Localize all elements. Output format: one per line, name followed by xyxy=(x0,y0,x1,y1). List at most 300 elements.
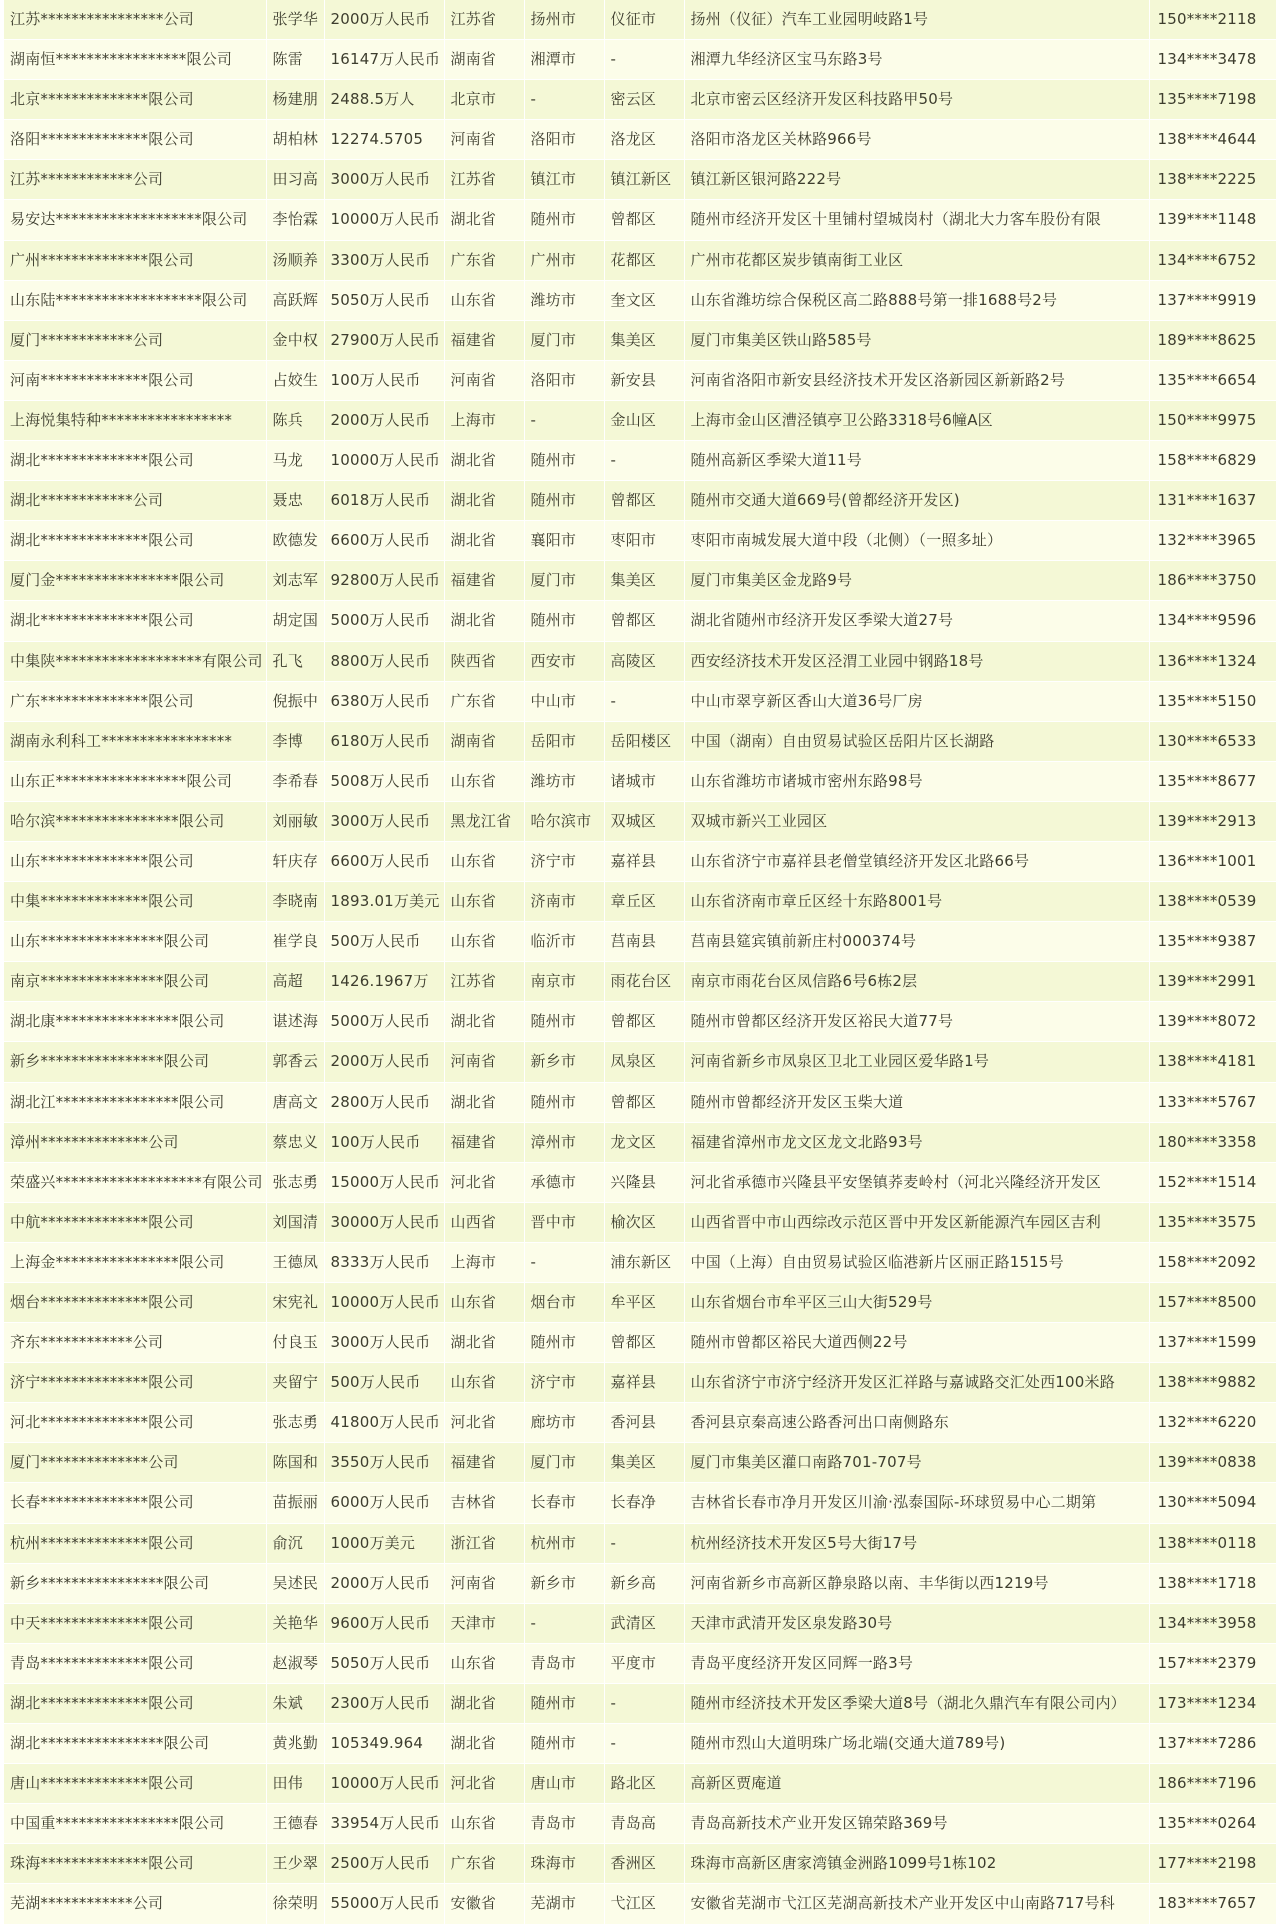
phone-cell: 135****9387 xyxy=(1149,922,1276,962)
address-cell: 吉林省长春市净月开发区川渝·泓泰国际-环球贸易中心二期第 xyxy=(684,1483,1149,1523)
district-cell: 雨花台区 xyxy=(604,962,684,1002)
registered-capital-cell: 5000万人民币 xyxy=(324,601,444,641)
address-cell: 双城市新兴工业园区 xyxy=(684,801,1149,841)
province-cell: 湖北省 xyxy=(444,601,524,641)
registered-capital-cell: 92800万人民币 xyxy=(324,561,444,601)
company-name-cell: 荣盛兴*******************有限公司 xyxy=(4,1162,266,1202)
legal-rep-cell: 赵淑琴 xyxy=(266,1643,324,1683)
district-cell: 弋江区 xyxy=(604,1884,684,1924)
table-row[interactable] xyxy=(4,1283,1276,1323)
district-cell: 曾都区 xyxy=(604,601,684,641)
registered-capital-cell: 2000万人民币 xyxy=(324,0,444,40)
province-cell: 河北省 xyxy=(444,1403,524,1443)
address-cell: 山东省济南市章丘区经十东路8001号 xyxy=(684,882,1149,922)
table-row[interactable] xyxy=(4,1122,1276,1162)
city-cell: - xyxy=(524,1603,604,1643)
district-cell: - xyxy=(604,40,684,80)
legal-rep-cell: 田习高 xyxy=(266,160,324,200)
district-cell: 双城区 xyxy=(604,801,684,841)
table-row[interactable] xyxy=(4,801,1276,841)
address-cell: 厦门市集美区灌口南路701-707号 xyxy=(684,1443,1149,1483)
province-cell: 山东省 xyxy=(444,1643,524,1683)
registered-capital-cell: 6600万人民币 xyxy=(324,521,444,561)
district-cell: 武清区 xyxy=(604,1603,684,1643)
address-cell: 洛阳市洛龙区关林路966号 xyxy=(684,120,1149,160)
registered-capital-cell: 6600万人民币 xyxy=(324,841,444,881)
province-cell: 福建省 xyxy=(444,1443,524,1483)
table-row[interactable] xyxy=(4,561,1276,601)
district-cell: 曾都区 xyxy=(604,481,684,521)
address-cell: 青岛高新技术产业开发区锦荣路369号 xyxy=(684,1804,1149,1844)
registered-capital-cell: 15000万人民币 xyxy=(324,1162,444,1202)
legal-rep-cell: 俞沉 xyxy=(266,1523,324,1563)
address-cell: 山东省潍坊市诸城市密州东路98号 xyxy=(684,761,1149,801)
table-row[interactable] xyxy=(4,280,1276,320)
province-cell: 福建省 xyxy=(444,1122,524,1162)
table-row[interactable] xyxy=(4,922,1276,962)
legal-rep-cell: 杨建朋 xyxy=(266,80,324,120)
province-cell: 湖南省 xyxy=(444,721,524,761)
address-cell: 珠海市高新区唐家湾镇金洲路1099号1栋102 xyxy=(684,1844,1149,1884)
province-cell: 湖北省 xyxy=(444,200,524,240)
province-cell: 上海市 xyxy=(444,1242,524,1282)
table-row[interactable] xyxy=(4,120,1276,160)
address-cell: 天津市武清开发区泉发路30号 xyxy=(684,1603,1149,1643)
registered-capital-cell: 5050万人民币 xyxy=(324,280,444,320)
city-cell: 随州市 xyxy=(524,441,604,481)
table-row[interactable] xyxy=(4,200,1276,240)
address-cell: 随州市经济技术开发区季梁大道8号（湖北久鼎汽车有限公司内） xyxy=(684,1683,1149,1723)
address-cell: 河南省新乡市凤泉区卫北工业园区爱华路1号 xyxy=(684,1042,1149,1082)
table-row[interactable] xyxy=(4,882,1276,922)
table-row[interactable] xyxy=(4,1683,1276,1723)
province-cell: 广东省 xyxy=(444,681,524,721)
table-row[interactable] xyxy=(4,1042,1276,1082)
table-row[interactable] xyxy=(4,40,1276,80)
registered-capital-cell: 30000万人民币 xyxy=(324,1202,444,1242)
table-row[interactable] xyxy=(4,1483,1276,1523)
legal-rep-cell: 轩庆存 xyxy=(266,841,324,881)
table-row[interactable] xyxy=(4,400,1276,440)
city-cell: 南京市 xyxy=(524,962,604,1002)
address-cell: 香河县京秦高速公路香河出口南侧路东 xyxy=(684,1403,1149,1443)
table-row[interactable] xyxy=(4,1523,1276,1563)
address-cell: 广州市花都区炭步镇南街工业区 xyxy=(684,240,1149,280)
table-row[interactable] xyxy=(4,721,1276,761)
registered-capital-cell: 3000万人民币 xyxy=(324,801,444,841)
province-cell: 天津市 xyxy=(444,1603,524,1643)
district-cell: 莒南县 xyxy=(604,922,684,962)
address-cell: 河南省洛阳市新安县经济技术开发区洛新园区新新路2号 xyxy=(684,360,1149,400)
city-cell: 青岛市 xyxy=(524,1804,604,1844)
table-row[interactable] xyxy=(4,441,1276,481)
table-row[interactable] xyxy=(4,80,1276,120)
city-cell: 岳阳市 xyxy=(524,721,604,761)
legal-rep-cell: 倪振中 xyxy=(266,681,324,721)
legal-rep-cell: 付良玉 xyxy=(266,1323,324,1363)
district-cell: 兴隆县 xyxy=(604,1162,684,1202)
table-row[interactable] xyxy=(4,521,1276,561)
phone-cell: 139****1148 xyxy=(1149,200,1276,240)
legal-rep-cell: 张志勇 xyxy=(266,1162,324,1202)
legal-rep-cell: 徐荣明 xyxy=(266,1884,324,1924)
province-cell: 山东省 xyxy=(444,841,524,881)
table-row[interactable] xyxy=(4,1724,1276,1764)
phone-cell: 135****5150 xyxy=(1149,681,1276,721)
district-cell: 奎文区 xyxy=(604,280,684,320)
address-cell: 随州市曾都区经济开发区裕民大道77号 xyxy=(684,1002,1149,1042)
table-row[interactable] xyxy=(4,0,1276,40)
registered-capital-cell: 500万人民币 xyxy=(324,1363,444,1403)
phone-cell: 135****6654 xyxy=(1149,360,1276,400)
phone-cell: 132****3965 xyxy=(1149,521,1276,561)
registered-capital-cell: 6000万人民币 xyxy=(324,1483,444,1523)
district-cell: 新安县 xyxy=(604,360,684,400)
province-cell: 江苏省 xyxy=(444,0,524,40)
address-cell: 青岛平度经济开发区同辉一路3号 xyxy=(684,1643,1149,1683)
phone-cell: 131****1637 xyxy=(1149,481,1276,521)
province-cell: 浙江省 xyxy=(444,1523,524,1563)
registered-capital-cell: 10000万人民币 xyxy=(324,200,444,240)
table-row[interactable] xyxy=(4,1563,1276,1603)
province-cell: 河南省 xyxy=(444,1563,524,1603)
province-cell: 安徽省 xyxy=(444,1884,524,1924)
phone-cell: 134****3478 xyxy=(1149,40,1276,80)
legal-rep-cell: 刘丽敏 xyxy=(266,801,324,841)
company-name-cell: 山东**************限公司 xyxy=(4,841,266,881)
province-cell: 广东省 xyxy=(444,240,524,280)
city-cell: 新乡市 xyxy=(524,1042,604,1082)
address-cell: 中山市翠亨新区香山大道36号厂房 xyxy=(684,681,1149,721)
phone-cell: 150****9975 xyxy=(1149,400,1276,440)
table-row[interactable] xyxy=(4,681,1276,721)
district-cell: 嘉祥县 xyxy=(604,1363,684,1403)
company-name-cell: 湖北**************限公司 xyxy=(4,1683,266,1723)
address-cell: 随州市烈山大道明珠广场北端(交通大道789号) xyxy=(684,1724,1149,1764)
table-row[interactable] xyxy=(4,1603,1276,1643)
phone-cell: 183****7657 xyxy=(1149,1884,1276,1924)
registered-capital-cell: 105349.964 xyxy=(324,1724,444,1764)
phone-cell: 130****6533 xyxy=(1149,721,1276,761)
table-row[interactable] xyxy=(4,1804,1276,1844)
address-cell: 上海市金山区漕泾镇亭卫公路3318号6幢A区 xyxy=(684,400,1149,440)
company-name-cell: 山东正*****************限公司 xyxy=(4,761,266,801)
province-cell: 湖北省 xyxy=(444,441,524,481)
company-name-cell: 齐东************公司 xyxy=(4,1323,266,1363)
city-cell: 随州市 xyxy=(524,1683,604,1723)
registered-capital-cell: 3000万人民币 xyxy=(324,160,444,200)
registered-capital-cell: 8333万人民币 xyxy=(324,1242,444,1282)
company-name-cell: 新乡****************限公司 xyxy=(4,1042,266,1082)
address-cell: 随州市经济开发区十里铺村望城岗村（湖北大力客车股份有限 xyxy=(684,200,1149,240)
company-name-cell: 青岛**************限公司 xyxy=(4,1643,266,1683)
legal-rep-cell: 朱斌 xyxy=(266,1683,324,1723)
company-name-cell: 中集陕*******************有限公司 xyxy=(4,641,266,681)
phone-cell: 137****9919 xyxy=(1149,280,1276,320)
table-row[interactable] xyxy=(4,1082,1276,1122)
phone-cell: 134****3958 xyxy=(1149,1603,1276,1643)
company-name-cell: 杭州**************限公司 xyxy=(4,1523,266,1563)
registered-capital-cell: 27900万人民币 xyxy=(324,320,444,360)
company-name-cell: 厦门************公司 xyxy=(4,320,266,360)
address-cell: 镇江新区银河路222号 xyxy=(684,160,1149,200)
table-row[interactable] xyxy=(4,1242,1276,1282)
province-cell: 山东省 xyxy=(444,922,524,962)
table-row[interactable] xyxy=(4,1643,1276,1683)
province-cell: 吉林省 xyxy=(444,1483,524,1523)
company-name-cell: 珠海**************限公司 xyxy=(4,1844,266,1884)
company-name-cell: 厦门金****************限公司 xyxy=(4,561,266,601)
province-cell: 山东省 xyxy=(444,280,524,320)
company-name-cell: 湖北**************限公司 xyxy=(4,521,266,561)
registered-capital-cell: 1000万美元 xyxy=(324,1523,444,1563)
company-name-cell: 湖北江****************限公司 xyxy=(4,1082,266,1122)
registered-capital-cell: 2500万人民币 xyxy=(324,1844,444,1884)
company-name-cell: 北京**************限公司 xyxy=(4,80,266,120)
company-name-cell: 中航**************限公司 xyxy=(4,1202,266,1242)
district-cell: 香河县 xyxy=(604,1403,684,1443)
city-cell: 中山市 xyxy=(524,681,604,721)
district-cell: 曾都区 xyxy=(604,1082,684,1122)
table-row[interactable] xyxy=(4,360,1276,400)
province-cell: 湖北省 xyxy=(444,1724,524,1764)
registered-capital-cell: 8800万人民币 xyxy=(324,641,444,681)
city-cell: 洛阳市 xyxy=(524,120,604,160)
phone-cell: 138****0118 xyxy=(1149,1523,1276,1563)
district-cell: 集美区 xyxy=(604,561,684,601)
legal-rep-cell: 胡定国 xyxy=(266,601,324,641)
table-row[interactable] xyxy=(4,320,1276,360)
legal-rep-cell: 高超 xyxy=(266,962,324,1002)
district-cell: 花都区 xyxy=(604,240,684,280)
legal-rep-cell: 谌述海 xyxy=(266,1002,324,1042)
province-cell: 河北省 xyxy=(444,1764,524,1804)
phone-cell: 180****3358 xyxy=(1149,1122,1276,1162)
address-cell: 河北省承德市兴隆县平安堡镇荞麦岭村（河北兴隆经济开发区 xyxy=(684,1162,1149,1202)
city-cell: 西安市 xyxy=(524,641,604,681)
phone-cell: 158****6829 xyxy=(1149,441,1276,481)
legal-rep-cell: 郭香云 xyxy=(266,1042,324,1082)
company-name-cell: 唐山**************限公司 xyxy=(4,1764,266,1804)
phone-cell: 152****1514 xyxy=(1149,1162,1276,1202)
company-name-cell: 广东**************限公司 xyxy=(4,681,266,721)
province-cell: 江苏省 xyxy=(444,160,524,200)
district-cell: 密云区 xyxy=(604,80,684,120)
registered-capital-cell: 2488.5万人 xyxy=(324,80,444,120)
table-row[interactable] xyxy=(4,601,1276,641)
legal-rep-cell: 苗振丽 xyxy=(266,1483,324,1523)
district-cell: - xyxy=(604,1683,684,1723)
company-name-cell: 长春**************限公司 xyxy=(4,1483,266,1523)
province-cell: 湖北省 xyxy=(444,1082,524,1122)
phone-cell: 136****1324 xyxy=(1149,641,1276,681)
district-cell: 曾都区 xyxy=(604,1323,684,1363)
legal-rep-cell: 李博 xyxy=(266,721,324,761)
legal-rep-cell: 孔飞 xyxy=(266,641,324,681)
legal-rep-cell: 刘志军 xyxy=(266,561,324,601)
district-cell: - xyxy=(604,1724,684,1764)
table-row[interactable] xyxy=(4,1403,1276,1443)
registered-capital-cell: 33954万人民币 xyxy=(324,1804,444,1844)
province-cell: 河南省 xyxy=(444,120,524,160)
address-cell: 莒南县筵宾镇前新庄村000374号 xyxy=(684,922,1149,962)
district-cell: 长春净 xyxy=(604,1483,684,1523)
city-cell: 洛阳市 xyxy=(524,360,604,400)
legal-rep-cell: 汤顺养 xyxy=(266,240,324,280)
city-cell: 随州市 xyxy=(524,1724,604,1764)
province-cell: 湖北省 xyxy=(444,1002,524,1042)
city-cell: 随州市 xyxy=(524,200,604,240)
phone-cell: 138****4644 xyxy=(1149,120,1276,160)
legal-rep-cell: 欧德发 xyxy=(266,521,324,561)
phone-cell: 173****1234 xyxy=(1149,1683,1276,1723)
registered-capital-cell: 2000万人民币 xyxy=(324,1563,444,1603)
province-cell: 河北省 xyxy=(444,1162,524,1202)
company-name-cell: 湖北****************限公司 xyxy=(4,1724,266,1764)
district-cell: 岳阳楼区 xyxy=(604,721,684,761)
city-cell: 随州市 xyxy=(524,1002,604,1042)
city-cell: 漳州市 xyxy=(524,1122,604,1162)
table-row[interactable] xyxy=(4,1764,1276,1804)
table-row[interactable] xyxy=(4,962,1276,1002)
table-row[interactable] xyxy=(4,1443,1276,1483)
address-cell: 河南省新乡市高新区静泉路以南、丰华街以西1219号 xyxy=(684,1563,1149,1603)
table-row[interactable] xyxy=(4,841,1276,881)
province-cell: 湖北省 xyxy=(444,521,524,561)
address-cell: 枣阳市南城发展大道中段（北侧）（一照多址） xyxy=(684,521,1149,561)
phone-cell: 139****2913 xyxy=(1149,801,1276,841)
phone-cell: 177****2198 xyxy=(1149,1844,1276,1884)
province-cell: 北京市 xyxy=(444,80,524,120)
district-cell: 新乡高 xyxy=(604,1563,684,1603)
company-name-cell: 中国重****************限公司 xyxy=(4,1804,266,1844)
legal-rep-cell: 金中权 xyxy=(266,320,324,360)
district-cell: 仪征市 xyxy=(604,0,684,40)
phone-cell: 134****6752 xyxy=(1149,240,1276,280)
district-cell: 曾都区 xyxy=(604,1002,684,1042)
phone-cell: 139****2991 xyxy=(1149,962,1276,1002)
province-cell: 山西省 xyxy=(444,1202,524,1242)
company-name-cell: 芜湖************公司 xyxy=(4,1884,266,1924)
table-row[interactable] xyxy=(4,761,1276,801)
table-row[interactable] xyxy=(4,1363,1276,1403)
phone-cell: 157****2379 xyxy=(1149,1643,1276,1683)
registered-capital-cell: 5008万人民币 xyxy=(324,761,444,801)
company-name-cell: 漳州**************公司 xyxy=(4,1122,266,1162)
legal-rep-cell: 夹留宁 xyxy=(266,1363,324,1403)
legal-rep-cell: 陈国和 xyxy=(266,1443,324,1483)
province-cell: 河南省 xyxy=(444,1042,524,1082)
address-cell: 杭州经济技术开发区5号大街17号 xyxy=(684,1523,1149,1563)
registered-capital-cell: 2300万人民币 xyxy=(324,1683,444,1723)
city-cell: 济宁市 xyxy=(524,1363,604,1403)
address-cell: 安徽省芜湖市弋江区芜湖高新技术产业开发区中山南路717号科 xyxy=(684,1884,1149,1924)
district-cell: 集美区 xyxy=(604,1443,684,1483)
city-cell: 承德市 xyxy=(524,1162,604,1202)
district-cell: 枣阳市 xyxy=(604,521,684,561)
province-cell: 江苏省 xyxy=(444,962,524,1002)
legal-rep-cell: 关艳华 xyxy=(266,1603,324,1643)
registered-capital-cell: 5000万人民币 xyxy=(324,1002,444,1042)
legal-rep-cell: 陈兵 xyxy=(266,400,324,440)
address-cell: 高新区贾庵道 xyxy=(684,1764,1149,1804)
legal-rep-cell: 刘国清 xyxy=(266,1202,324,1242)
province-cell: 湖南省 xyxy=(444,40,524,80)
table-row[interactable] xyxy=(4,240,1276,280)
registered-capital-cell: 10000万人民币 xyxy=(324,441,444,481)
address-cell: 西安经济技术开发区泾渭工业园中钢路18号 xyxy=(684,641,1149,681)
company-name-cell: 新乡****************限公司 xyxy=(4,1563,266,1603)
table-row[interactable] xyxy=(4,1002,1276,1042)
phone-cell: 132****6220 xyxy=(1149,1403,1276,1443)
registered-capital-cell: 3550万人民币 xyxy=(324,1443,444,1483)
phone-cell: 138****9882 xyxy=(1149,1363,1276,1403)
district-cell: 平度市 xyxy=(604,1643,684,1683)
district-cell: 诸城市 xyxy=(604,761,684,801)
company-name-cell: 河北**************限公司 xyxy=(4,1403,266,1443)
city-cell: 广州市 xyxy=(524,240,604,280)
company-name-cell: 洛阳**************限公司 xyxy=(4,120,266,160)
table-body xyxy=(4,0,1276,1924)
province-cell: 福建省 xyxy=(444,561,524,601)
legal-rep-cell: 王德凤 xyxy=(266,1242,324,1282)
address-cell: 随州市曾都区裕民大道西侧22号 xyxy=(684,1323,1149,1363)
phone-cell: 186****3750 xyxy=(1149,561,1276,601)
table-row[interactable] xyxy=(4,1323,1276,1363)
registered-capital-cell: 100万人民币 xyxy=(324,1122,444,1162)
registered-capital-cell: 2000万人民币 xyxy=(324,1042,444,1082)
address-cell: 随州高新区季梁大道11号 xyxy=(684,441,1149,481)
district-cell: 高陵区 xyxy=(604,641,684,681)
legal-rep-cell: 王德春 xyxy=(266,1804,324,1844)
city-cell: 济南市 xyxy=(524,882,604,922)
table-row[interactable] xyxy=(4,1202,1276,1242)
table-row[interactable] xyxy=(4,1162,1276,1202)
address-cell: 随州市曾都经济开发区玉柴大道 xyxy=(684,1082,1149,1122)
city-cell: 珠海市 xyxy=(524,1844,604,1884)
district-cell: - xyxy=(604,441,684,481)
table-row[interactable] xyxy=(4,1884,1276,1924)
district-cell: 嘉祥县 xyxy=(604,841,684,881)
legal-rep-cell: 李晓南 xyxy=(266,882,324,922)
table-row[interactable] xyxy=(4,481,1276,521)
province-cell: 山东省 xyxy=(444,1363,524,1403)
table-row[interactable] xyxy=(4,1844,1276,1884)
legal-rep-cell: 吴述民 xyxy=(266,1563,324,1603)
registered-capital-cell: 12274.5705 xyxy=(324,120,444,160)
address-cell: 随州市交通大道669号(曾都经济开发区) xyxy=(684,481,1149,521)
phone-cell: 138****1718 xyxy=(1149,1563,1276,1603)
registered-capital-cell: 10000万人民币 xyxy=(324,1764,444,1804)
district-cell: - xyxy=(604,681,684,721)
city-cell: 青岛市 xyxy=(524,1643,604,1683)
registered-capital-cell: 1426.1967万 xyxy=(324,962,444,1002)
city-cell: 芜湖市 xyxy=(524,1884,604,1924)
phone-cell: 138****4181 xyxy=(1149,1042,1276,1082)
phone-cell: 150****2118 xyxy=(1149,0,1276,40)
company-name-cell: 江苏************公司 xyxy=(4,160,266,200)
phone-cell: 139****0838 xyxy=(1149,1443,1276,1483)
province-cell: 山东省 xyxy=(444,1283,524,1323)
phone-cell: 138****0539 xyxy=(1149,882,1276,922)
phone-cell: 133****5767 xyxy=(1149,1082,1276,1122)
district-cell: - xyxy=(604,1523,684,1563)
table-row[interactable] xyxy=(4,160,1276,200)
registered-capital-cell: 16147万人民币 xyxy=(324,40,444,80)
legal-rep-cell: 胡柏林 xyxy=(266,120,324,160)
city-cell: 临沂市 xyxy=(524,922,604,962)
table-row[interactable] xyxy=(4,641,1276,681)
